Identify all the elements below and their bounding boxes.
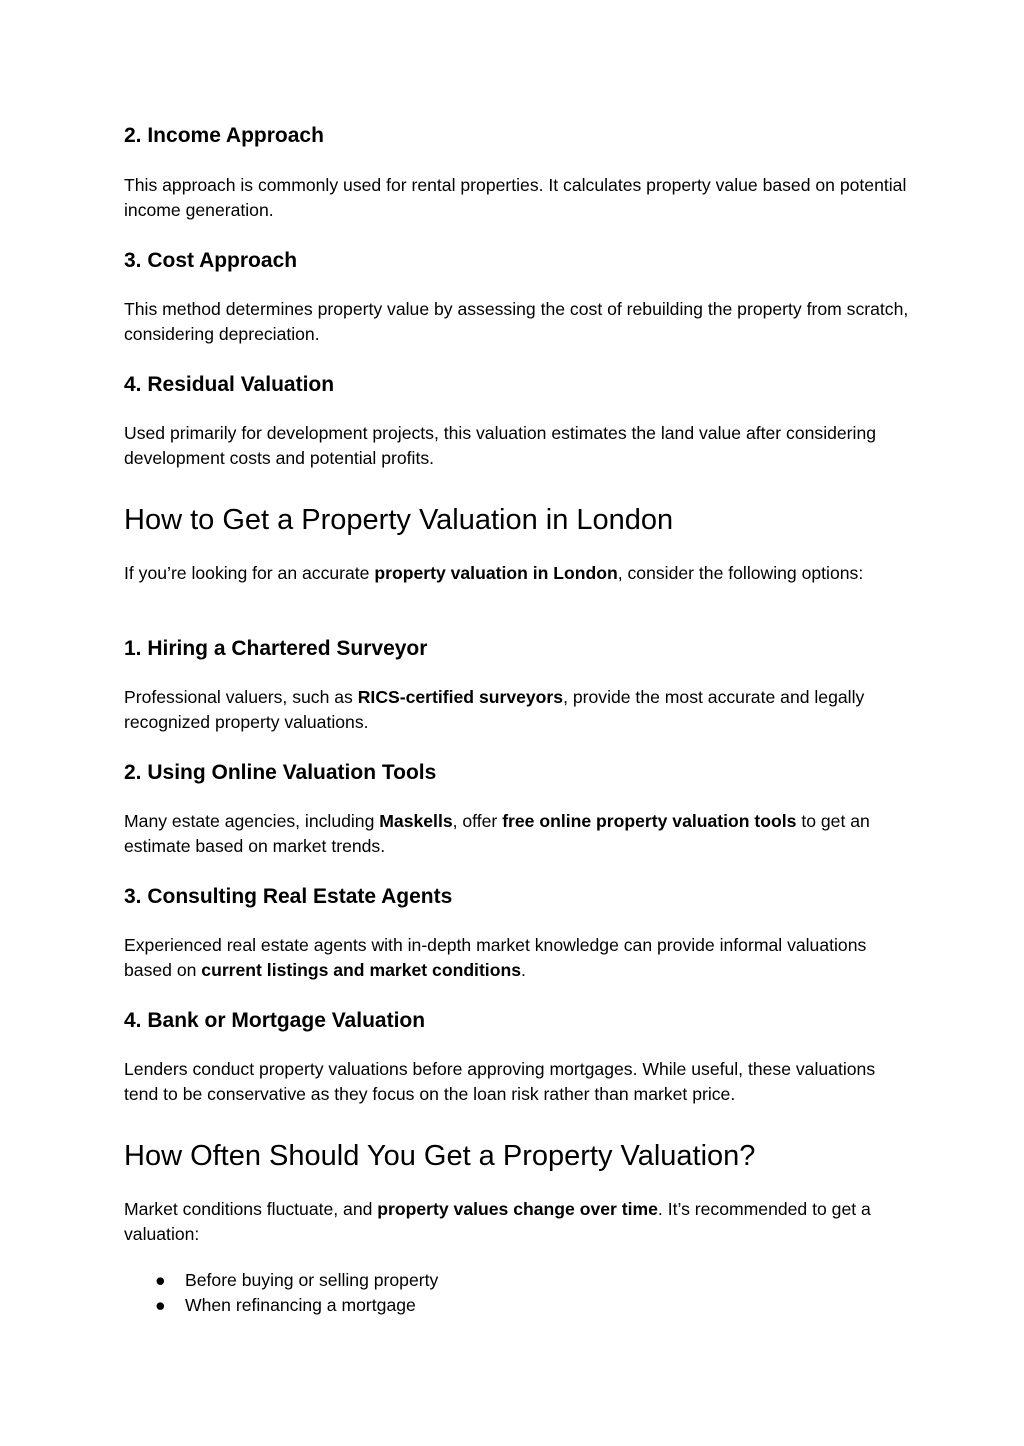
paragraph-how-often-intro [124, 1197, 914, 1247]
bullet-icon: ● [155, 1295, 166, 1315]
text-segment: . It’s recommended to get a valuation: [124, 1199, 871, 1244]
heading-income-approach: 2. Income Approach [124, 124, 324, 147]
text-segment: Market conditions fluctuate, and [124, 1199, 378, 1219]
paragraph-residual-valuation: Used primarily for development projects, this valuation estimates the land value after considering development costs and potential profits. [124, 423, 877, 468]
text-segment: , provide the most accurate and legally recognized property valuations. [124, 687, 865, 732]
heading-residual-valuation: 4. Residual Valuation [124, 373, 335, 396]
paragraph-real-estate-agents [124, 933, 914, 983]
bullet-icon: ● [155, 1270, 166, 1290]
text-segment: , consider the following options: [617, 563, 864, 583]
bold-text: property valuation in London [374, 563, 618, 583]
heading-online-tools: 2. Using Online Valuation Tools [124, 761, 437, 784]
bold-text: Maskells [379, 811, 453, 831]
bold-text: current listings and market conditions [201, 960, 521, 980]
list-item [124, 1293, 914, 1318]
heading-chartered-surveyor: 1. Hiring a Chartered Surveyor [124, 637, 428, 660]
bold-text: free online property valuation tools [502, 811, 797, 831]
paragraph-how-to-get-intro [124, 561, 914, 586]
text-segment: Professional valuers, such as [124, 687, 358, 707]
heading-cost-approach: 3. Cost Approach [124, 249, 298, 272]
paragraph-cost-approach: This method determines property value by assessing the cost of rebuilding the property from scratch, considering depreciation. [124, 299, 909, 344]
heading-how-often: How Often Should You Get a Property Valuation? [124, 1140, 756, 1172]
paragraph-chartered-surveyor [124, 685, 914, 735]
bold-text: RICS-certified surveyors [357, 687, 564, 707]
heading-bank-mortgage: 4. Bank or Mortgage Valuation [124, 1009, 426, 1032]
text-segment: , offer [452, 811, 503, 831]
list-item-text: Before buying or selling property [185, 1270, 439, 1290]
text-segment: Many estate agencies, including [124, 811, 380, 831]
paragraph-online-tools [124, 809, 914, 859]
text-segment: If you’re looking for an accurate [124, 563, 375, 583]
heading-how-to-get-valuation: How to Get a Property Valuation in London [124, 504, 674, 536]
list-item-text: When refinancing a mortgage [185, 1295, 416, 1315]
paragraph-income-approach: This approach is commonly used for rental properties. It calculates property value based on potential income generation. [124, 175, 907, 220]
paragraph-bank-mortgage: Lenders conduct property valuations before approving mortgages. While useful, these valuations tend to be conservative as they focus on the loan risk rather than market price. [124, 1059, 876, 1104]
text-segment: to get an estimate based on market trends. [124, 811, 870, 856]
heading-real-estate-agents: 3. Consulting Real Estate Agents [124, 885, 453, 908]
bullet-list [124, 1268, 914, 1318]
text-segment: Experienced real estate agents with in-depth market knowledge can provide informal valuations based on [124, 935, 867, 980]
text-segment: . [520, 960, 526, 980]
list-item [124, 1268, 914, 1293]
bold-text: property values change over time [377, 1199, 658, 1219]
